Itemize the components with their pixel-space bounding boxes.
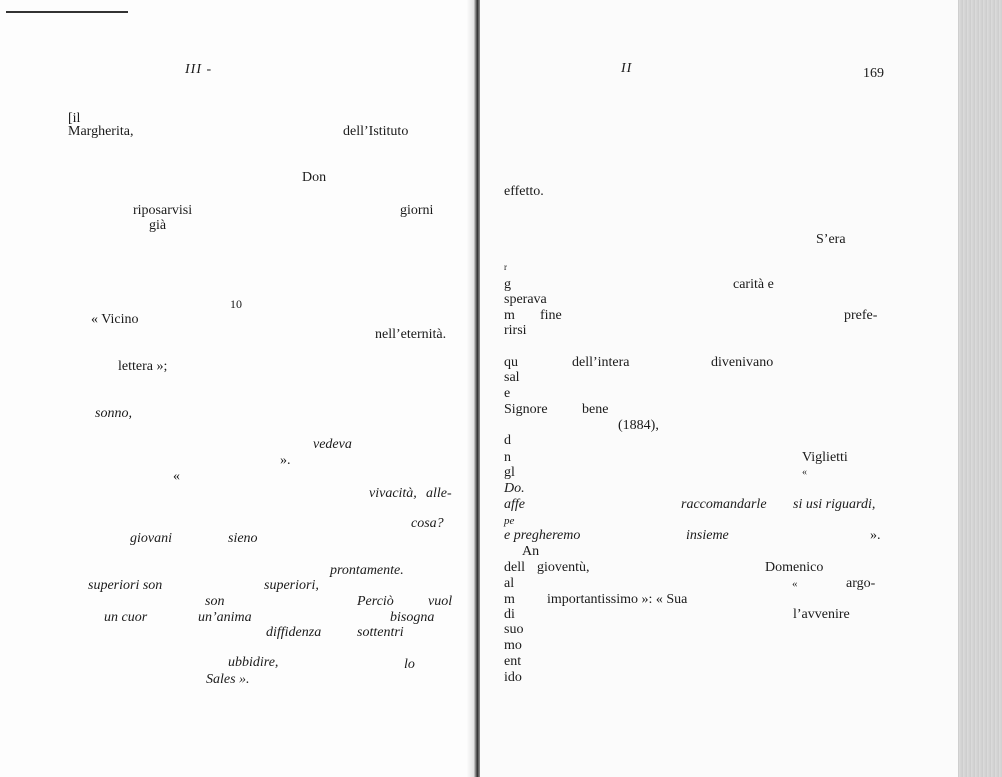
text-fragment: vivacità,: [369, 486, 417, 501]
text-fragment: fine: [540, 308, 562, 323]
text-fragment: superiori son: [88, 578, 163, 593]
text-fragment: sottentri: [357, 625, 404, 640]
text-fragment: dell: [504, 560, 525, 575]
text-fragment: nell’eternità.: [375, 327, 447, 342]
text-fragment: vedeva: [313, 437, 352, 452]
text-fragment: affe: [504, 497, 525, 512]
text-fragment: giovani: [130, 531, 172, 546]
text-fragment: S’era: [816, 232, 846, 247]
text-fragment: sieno: [228, 531, 258, 546]
text-fragment: [il: [68, 111, 81, 126]
text-fragment: Signore: [504, 402, 548, 417]
text-fragment: m: [504, 308, 515, 323]
text-fragment: di: [504, 607, 515, 622]
text-fragment: un cuor: [104, 610, 148, 625]
text-fragment: son: [205, 594, 225, 609]
text-fragment: gioventù,: [537, 560, 590, 575]
text-fragment: Don: [302, 170, 327, 185]
text-fragment: già: [149, 218, 167, 233]
text-fragment: Perciò: [357, 594, 394, 609]
text-fragment: lettera »;: [118, 359, 168, 374]
text-fragment: n: [504, 450, 511, 465]
text-fragment: bisogna: [390, 610, 435, 625]
text-fragment: «: [802, 467, 807, 478]
text-fragment: effetto.: [504, 184, 544, 199]
text-fragment: raccomandarle: [681, 497, 767, 512]
text-fragment: (1884),: [618, 418, 659, 433]
text-fragment: diffidenza: [266, 625, 322, 640]
text-fragment: ».: [870, 528, 881, 543]
page-edge-stack: [958, 0, 1002, 777]
text-fragment: insieme: [686, 528, 729, 543]
text-fragment: e pregheremo: [504, 528, 581, 543]
text-fragment: Margherita,: [68, 124, 134, 139]
top-rule: [6, 11, 128, 13]
page-number: 169: [863, 66, 884, 81]
text-fragment: pe: [504, 515, 515, 527]
text-fragment: ent: [504, 654, 522, 669]
text-fragment: al: [504, 576, 515, 591]
text-fragment: prefe-: [844, 308, 878, 323]
text-fragment: un’anima: [198, 610, 252, 625]
text-fragment: Viglietti: [802, 450, 848, 465]
text-fragment: vuol: [428, 594, 453, 609]
text-fragment: riposarvisi: [133, 203, 193, 218]
text-fragment: Domenico: [765, 560, 824, 575]
text-fragment: «: [792, 578, 798, 590]
text-fragment: rirsi: [504, 323, 527, 338]
text-fragment: An: [522, 544, 540, 559]
text-fragment: Do.: [504, 481, 525, 496]
text-fragment: argo-: [846, 576, 876, 591]
text-fragment: dell’intera: [572, 355, 630, 370]
text-fragment: qu: [504, 355, 518, 370]
text-fragment: importantissimo »: « Sua: [547, 592, 688, 607]
text-fragment: suo: [504, 622, 524, 637]
text-fragment: si usi riguardi,: [793, 497, 876, 512]
text-fragment: superiori,: [264, 578, 319, 593]
text-fragment: r: [504, 262, 507, 272]
text-fragment: Sales ».: [206, 672, 250, 687]
text-fragment: cosa?: [411, 516, 444, 531]
text-fragment: sperava: [504, 292, 547, 307]
text-fragment: m: [504, 592, 515, 607]
text-fragment: « Vicino: [91, 312, 139, 327]
text-fragment: prontamente.: [330, 563, 404, 578]
left-page: [0, 0, 472, 777]
running-head-left: III -: [185, 62, 213, 77]
text-fragment: dell’Istituto: [343, 124, 409, 139]
text-fragment: ubbidire,: [228, 655, 279, 670]
text-fragment: e: [504, 386, 511, 401]
text-fragment: ».: [280, 453, 291, 468]
text-fragment: bene: [582, 402, 609, 417]
text-fragment: carità e: [733, 277, 774, 292]
text-fragment: «: [173, 469, 180, 484]
text-fragment: g: [504, 277, 511, 292]
text-fragment: 10: [230, 297, 242, 311]
text-fragment: lo: [404, 657, 415, 672]
text-fragment: gl: [504, 465, 515, 480]
text-fragment: d: [504, 433, 511, 448]
text-fragment: sal: [504, 370, 520, 385]
right-page: [480, 0, 962, 777]
text-fragment: mo: [504, 638, 522, 653]
text-fragment: ido: [504, 670, 522, 685]
text-fragment: sonno,: [95, 406, 132, 421]
text-fragment: divenivano: [711, 355, 774, 370]
text-fragment: alle-: [426, 486, 452, 501]
text-fragment: l’avvenire: [793, 607, 850, 622]
running-head-right: II: [621, 61, 633, 76]
text-fragment: giorni: [400, 203, 434, 218]
